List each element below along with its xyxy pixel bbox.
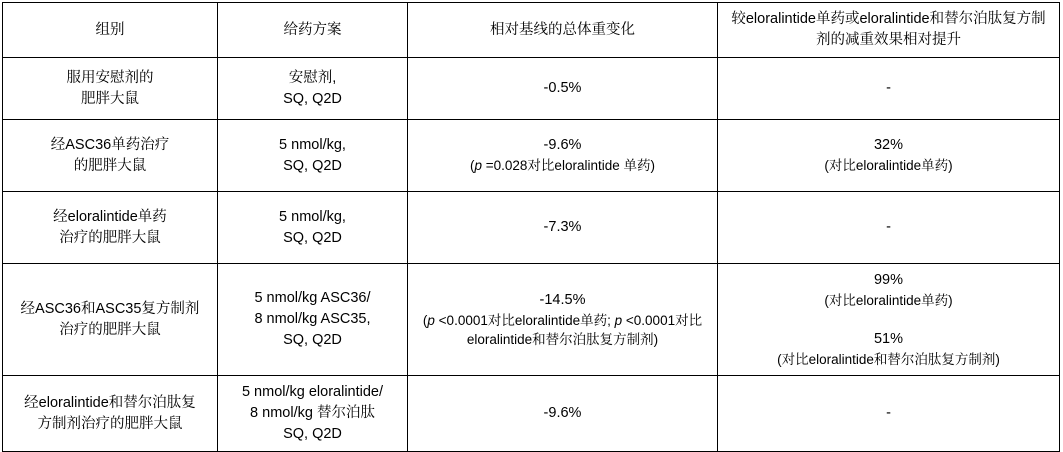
- cell-relative-improvement: [718, 120, 1060, 192]
- cell-weight-change: [408, 58, 718, 120]
- cell-dosing: [218, 264, 408, 376]
- dosing-line: 5 nmol/kg eloralintide/: [241, 384, 384, 401]
- group-line: 服用安慰剂的: [66, 69, 154, 86]
- table-row: [3, 120, 1060, 192]
- cell-relative-improvement: [718, 58, 1060, 120]
- weight-change-value: -0.5%: [543, 80, 582, 97]
- cell-dosing: [218, 120, 408, 192]
- dosing-line: 8 nmol/kg ASC35,: [254, 311, 371, 328]
- relative-improvement-note: (对比eloralintide单药): [824, 293, 953, 309]
- table-row: [3, 376, 1060, 452]
- cell-group: [3, 376, 218, 452]
- group-line: 经eloralintide单药: [53, 208, 167, 225]
- weight-change-value: -7.3%: [543, 219, 582, 236]
- cell-relative-improvement: [718, 264, 1060, 376]
- group-line: 经ASC36和ASC35复方制剂: [20, 300, 200, 317]
- weight-change-pvalue: (p =0.028对比eloralintide 单药): [470, 158, 655, 174]
- cell-weight-change: [408, 120, 718, 192]
- table-row: [3, 192, 1060, 264]
- dosing-line: 5 nmol/kg,: [279, 208, 346, 225]
- table-header: [3, 3, 1060, 58]
- cell-weight-change: [408, 376, 718, 452]
- group-line: 肥胖大鼠: [81, 90, 139, 107]
- table-row: [3, 58, 1060, 120]
- weight-change-pvalue: (p <0.0001对比eloralintide单药; p <0.0001对比eloralintide和替尔泊肽复方制剂): [422, 312, 703, 348]
- dosing-line: 5 nmol/kg ASC36/: [254, 290, 371, 307]
- column-header-dosing: 给药方案: [218, 3, 408, 58]
- dosing-line: 8 nmol/kg 替尔泊肽: [250, 405, 375, 422]
- table-body: [3, 58, 1060, 452]
- relative-improvement-value: -: [886, 219, 891, 236]
- group-line: 方制剂治疗的肥胖大鼠: [37, 415, 183, 432]
- column-header-relative-improvement: 较eloralintide单药或eloralintide和替尔泊肽复方制剂的减重效果相对提升: [718, 3, 1060, 58]
- cell-group: [3, 264, 218, 376]
- cell-dosing: [218, 192, 408, 264]
- group-line: 治疗的肥胖大鼠: [59, 321, 161, 338]
- cell-spacer: [726, 311, 1051, 329]
- relative-improvement-value: -: [886, 80, 891, 97]
- dosing-line: SQ, Q2D: [283, 229, 342, 246]
- table-row: [3, 264, 1060, 376]
- results-table: [2, 2, 1060, 452]
- cell-dosing: [218, 376, 408, 452]
- relative-improvement-value-2: 51%: [873, 330, 904, 347]
- group-line: 经ASC36单药治疗: [50, 136, 170, 153]
- dosing-line: SQ, Q2D: [283, 426, 342, 443]
- relative-improvement-value: 99%: [873, 272, 904, 289]
- cell-weight-change: [408, 192, 718, 264]
- cell-group: [3, 192, 218, 264]
- dosing-line: 5 nmol/kg,: [279, 136, 346, 153]
- cell-group: [3, 120, 218, 192]
- weight-change-value: -9.6%: [543, 405, 582, 422]
- dosing-line: SQ, Q2D: [283, 332, 342, 349]
- relative-improvement-value: 32%: [873, 137, 904, 154]
- relative-improvement-value: -: [886, 405, 891, 422]
- group-line: 的肥胖大鼠: [73, 157, 147, 174]
- weight-change-value: -14.5%: [539, 291, 586, 308]
- column-header-group: 组别: [3, 3, 218, 58]
- cell-relative-improvement: [718, 376, 1060, 452]
- relative-improvement-note: (对比eloralintide单药): [824, 158, 953, 174]
- group-line: 经eloralintide和替尔泊肽复: [24, 394, 196, 411]
- dosing-line: 安慰剂,: [288, 69, 337, 86]
- group-line: 治疗的肥胖大鼠: [59, 229, 161, 246]
- cell-relative-improvement: [718, 192, 1060, 264]
- cell-weight-change: [408, 264, 718, 376]
- cell-group: [3, 58, 218, 120]
- weight-change-value: -9.6%: [543, 137, 582, 154]
- cell-dosing: [218, 58, 408, 120]
- table-header-row: [3, 3, 1060, 58]
- column-header-weight-change: 相对基线的总体重变化: [408, 3, 718, 58]
- dosing-line: SQ, Q2D: [283, 90, 342, 107]
- dosing-line: SQ, Q2D: [283, 157, 342, 174]
- relative-improvement-note-2: (对比eloralintide和替尔泊肽复方制剂): [777, 351, 1000, 367]
